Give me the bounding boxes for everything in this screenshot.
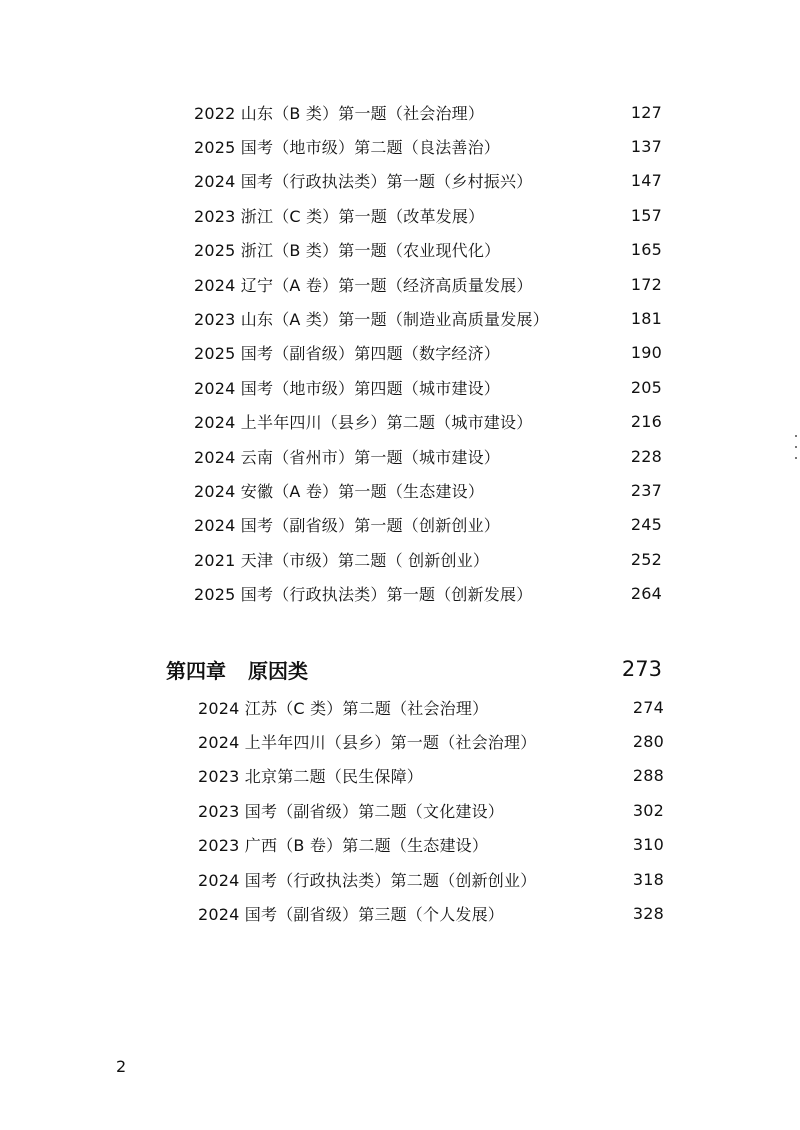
chapter-entries-list bbox=[198, 690, 664, 931]
page-number: 2 bbox=[116, 1057, 127, 1076]
chapter-heading[interactable] bbox=[166, 652, 662, 686]
toc-entry-page: 328 bbox=[632, 904, 664, 924]
toc-entry-page: 157 bbox=[630, 205, 662, 225]
toc-entry-page: 147 bbox=[630, 171, 662, 191]
toc-entry[interactable] bbox=[194, 439, 662, 473]
toc-entry-page: 252 bbox=[630, 549, 662, 569]
toc-entry[interactable] bbox=[194, 542, 662, 576]
toc-entry[interactable] bbox=[194, 370, 662, 404]
toc-entries-list bbox=[194, 95, 662, 611]
toc-entry[interactable] bbox=[194, 198, 662, 232]
toc-entry[interactable] bbox=[198, 759, 664, 793]
toc-entry-title: 2023 北京第二题（民生保障） bbox=[198, 767, 424, 787]
toc-entry-page: 172 bbox=[630, 274, 662, 294]
toc-entry[interactable] bbox=[194, 267, 662, 301]
toc-entry-title: 2024 云南（省州市）第一题（城市建设） bbox=[194, 447, 501, 467]
toc-entry-title: 2024 国考（行政执法类）第二题（创新创业） bbox=[198, 870, 537, 890]
toc-entry[interactable] bbox=[198, 724, 664, 758]
chapter-name: 原因类 bbox=[248, 658, 308, 683]
scan-specks bbox=[795, 435, 797, 465]
toc-entry-title: 2024 国考（副省级）第三题（个人发展） bbox=[198, 905, 505, 925]
toc-entry-title: 2024 安徽（A 卷）第一题（生态建设） bbox=[194, 481, 485, 501]
toc-entry-title: 2025 国考（地市级）第二题（良法善治） bbox=[194, 138, 501, 158]
toc-entry-title: 2024 辽宁（A 卷）第一题（经济高质量发展） bbox=[194, 275, 533, 295]
toc-entry[interactable] bbox=[194, 233, 662, 267]
toc-entry-page: 181 bbox=[630, 309, 662, 329]
toc-entry-page: 216 bbox=[630, 412, 662, 432]
chapter-page: 273 bbox=[621, 657, 662, 681]
toc-entry-title: 2025 浙江（B 类）第一题（农业现代化） bbox=[194, 241, 501, 261]
toc-entry[interactable] bbox=[194, 336, 662, 370]
toc-entry-page: 205 bbox=[630, 377, 662, 397]
toc-entry[interactable] bbox=[194, 405, 662, 439]
toc-entry[interactable] bbox=[194, 129, 662, 163]
toc-entry[interactable] bbox=[194, 508, 662, 542]
toc-entry[interactable] bbox=[194, 164, 662, 198]
chapter-title bbox=[166, 655, 308, 684]
toc-entry-title: 2024 国考（行政执法类）第一题（乡村振兴） bbox=[194, 172, 533, 192]
chapter-number: 第四章 bbox=[166, 658, 226, 683]
toc-entry-title: 2023 山东（A 类）第一题（制造业高质量发展） bbox=[194, 310, 549, 330]
toc-entry-title: 2023 广西（B 卷）第二题（生态建设） bbox=[198, 836, 489, 856]
toc-entry-page: 264 bbox=[630, 584, 662, 604]
toc-entry[interactable] bbox=[198, 896, 664, 930]
toc-entry[interactable] bbox=[198, 793, 664, 827]
toc-entry-page: 137 bbox=[630, 137, 662, 157]
toc-entry[interactable] bbox=[198, 862, 664, 896]
toc-entry-page: 288 bbox=[632, 766, 664, 786]
toc-entry-title: 2024 国考（副省级）第一题（创新创业） bbox=[194, 516, 501, 536]
toc-entry[interactable] bbox=[198, 828, 664, 862]
toc-entry-title: 2024 国考（地市级）第四题（城市建设） bbox=[194, 378, 501, 398]
toc-entry-page: 274 bbox=[632, 697, 664, 717]
toc-entry-page: 127 bbox=[630, 102, 662, 122]
toc-entry-title: 2025 国考（副省级）第四题（数字经济） bbox=[194, 344, 501, 364]
toc-entry-page: 310 bbox=[632, 835, 664, 855]
toc-entry-title: 2021 天津（市级）第二题（ 创新创业） bbox=[194, 550, 490, 570]
toc-entry-title: 2024 上半年四川（县乡）第一题（社会治理） bbox=[198, 733, 537, 753]
toc-entry-title: 2024 江苏（C 类）第二题（社会治理） bbox=[198, 698, 489, 718]
toc-entry-title: 2023 国考（副省级）第二题（文化建设） bbox=[198, 801, 505, 821]
toc-entry-page: 190 bbox=[630, 343, 662, 363]
toc-entry-page: 228 bbox=[630, 446, 662, 466]
toc-entry-title: 2024 上半年四川（县乡）第二题（城市建设） bbox=[194, 413, 533, 433]
toc-entry[interactable] bbox=[194, 576, 662, 610]
toc-entry[interactable] bbox=[198, 690, 664, 724]
toc-entry-page: 280 bbox=[632, 732, 664, 752]
toc-entry-title: 2022 山东（B 类）第一题（社会治理） bbox=[194, 103, 485, 123]
toc-entry-page: 237 bbox=[630, 480, 662, 500]
toc-entry-title: 2025 国考（行政执法类）第一题（创新发展） bbox=[194, 585, 533, 605]
toc-entry[interactable] bbox=[194, 301, 662, 335]
toc-entry[interactable] bbox=[194, 95, 662, 129]
toc-entry-page: 302 bbox=[632, 800, 664, 820]
toc-entry-page: 318 bbox=[632, 869, 664, 889]
toc-entry-page: 165 bbox=[630, 240, 662, 260]
toc-entry[interactable] bbox=[194, 473, 662, 507]
toc-entry-title: 2023 浙江（C 类）第一题（改革发展） bbox=[194, 206, 485, 226]
toc-entry-page: 245 bbox=[630, 515, 662, 535]
